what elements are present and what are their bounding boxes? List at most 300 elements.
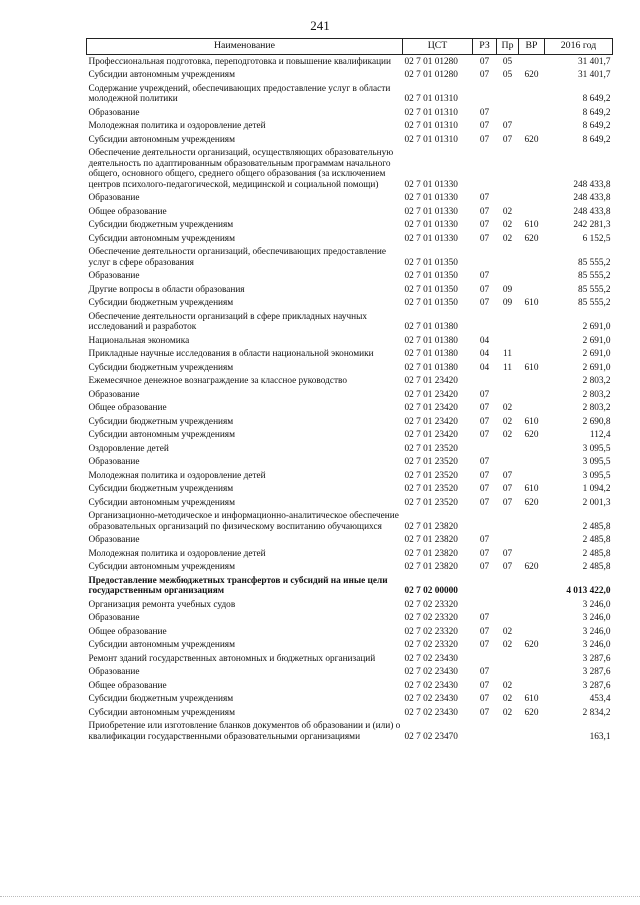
table-body — [87, 55, 613, 744]
cell-cst: 02 7 01 01310 — [404, 107, 458, 118]
cell-vr — [519, 666, 545, 680]
cell-pr: 02 — [502, 626, 513, 637]
cell-rz: 07 — [479, 70, 490, 80]
column-header-vr: ВР — [519, 39, 545, 55]
cell-name: Образование — [88, 193, 140, 203]
cell-rz: 07 — [479, 271, 490, 281]
cell-name: Субсидии автономным учреждениям — [88, 497, 235, 508]
cell-sum: 2 834,2 — [582, 707, 611, 718]
cell-name: Общее образование — [88, 403, 167, 413]
cell-rz: 04 — [479, 362, 490, 373]
table-row — [87, 334, 613, 348]
cell-vr — [519, 625, 545, 639]
cell-sum: 31 401,7 — [577, 56, 611, 67]
cell-pr: 07 — [502, 121, 513, 131]
cell-cst: 02 7 02 23430 — [404, 680, 458, 691]
table-row — [87, 639, 613, 653]
cell-rz: 07 — [479, 548, 490, 559]
cell-sum: 248 433,8 — [573, 179, 611, 190]
scan-footer-artifact — [0, 894, 640, 897]
cell-pr — [497, 310, 519, 334]
cell-vr — [519, 547, 545, 561]
cell-name: Субсидии автономным учреждениям — [88, 233, 235, 244]
cell-pr — [497, 246, 519, 270]
cell-sum: 3 246,0 — [582, 599, 611, 610]
cell-rz: 07 — [479, 667, 490, 677]
cell-name: Содержание учреждений, обеспечивающих предоставление услуг в области молодежной политики — [88, 83, 391, 104]
cell-cst: 02 7 01 01350 — [404, 271, 458, 281]
cell-vr: 610 — [524, 694, 539, 704]
column-header-cst: ЦСТ — [403, 39, 473, 55]
table-row — [87, 205, 613, 219]
cell-sum: 2 691,0 — [582, 362, 611, 373]
cell-cst: 02 7 01 23820 — [404, 535, 458, 545]
table-row — [87, 120, 613, 134]
column-header-name: Наименование — [87, 39, 403, 55]
cell-rz: 07 — [479, 430, 490, 440]
cell-vr: 610 — [524, 220, 539, 230]
cell-pr — [497, 574, 519, 598]
cell-cst: 02 7 01 01310 — [404, 121, 458, 131]
table-header — [87, 39, 613, 55]
cell-name: Приобретение или изготовление бланков документов об образовании и (или) о квалификации государственными образовательными организациями — [88, 721, 401, 742]
cell-vr: 620 — [524, 497, 539, 508]
cell-pr: 07 — [502, 484, 513, 494]
cell-pr — [497, 192, 519, 206]
cell-pr — [497, 456, 519, 470]
cell-pr: 02 — [502, 680, 513, 691]
cell-vr — [519, 82, 545, 106]
cell-name: Субсидии автономным учреждениям — [88, 640, 235, 650]
cell-vr — [519, 574, 545, 598]
cell-vr: 620 — [524, 134, 539, 145]
table-row — [87, 82, 613, 106]
cell-rz — [473, 82, 497, 106]
cell-sum: 8 649,2 — [582, 121, 611, 131]
cell-name: Общее образование — [88, 680, 167, 691]
table-row — [87, 348, 613, 362]
cell-name: Профессиональная подготовка, переподготовка и повышение квалификации — [88, 56, 392, 67]
table-row — [87, 147, 613, 192]
cell-vr — [519, 388, 545, 402]
table-row — [87, 666, 613, 680]
cell-vr: 620 — [524, 562, 539, 572]
cell-cst: 02 7 01 23420 — [404, 376, 458, 386]
cell-name: Общее образование — [88, 626, 167, 637]
cell-cst: 02 7 01 23520 — [404, 443, 458, 454]
cell-pr — [497, 388, 519, 402]
cell-vr — [519, 598, 545, 612]
cell-name: Образование — [88, 107, 140, 118]
cell-rz: 07 — [479, 626, 490, 637]
table-row — [87, 55, 613, 69]
cell-pr: 07 — [502, 548, 513, 559]
cell-sum: 2 691,0 — [582, 335, 611, 346]
cell-sum: 8 649,2 — [582, 107, 611, 118]
cell-cst: 02 7 01 01380 — [404, 335, 458, 346]
cell-cst: 02 7 01 01380 — [404, 349, 458, 359]
table-row — [87, 283, 613, 297]
cell-name: Субсидии автономным учреждениям — [88, 134, 235, 145]
cell-pr: 05 — [502, 70, 513, 80]
cell-pr: 07 — [502, 497, 513, 508]
table-row — [87, 415, 613, 429]
cell-pr — [497, 720, 519, 744]
table-row — [87, 496, 613, 510]
cell-sum: 2 485,8 — [582, 562, 611, 572]
cell-name: Субсидии автономным учреждениям — [88, 562, 235, 572]
column-header-sum: 2016 год — [545, 39, 613, 55]
cell-pr: 02 — [502, 640, 513, 650]
cell-vr — [519, 442, 545, 456]
cell-pr: 07 — [502, 134, 513, 145]
cell-sum: 6 152,5 — [582, 233, 611, 244]
budget-table — [86, 38, 613, 744]
cell-rz: 04 — [479, 335, 490, 346]
cell-rz: 07 — [479, 56, 490, 67]
cell-rz: 07 — [479, 206, 490, 217]
cell-cst: 02 7 02 23320 — [404, 613, 458, 623]
table-row — [87, 375, 613, 389]
table-row — [87, 534, 613, 548]
cell-vr — [519, 469, 545, 483]
cell-name: Обеспечение деятельности организаций в сфере прикладных научных исследований и разработок — [88, 311, 367, 332]
table-row — [87, 510, 613, 534]
cell-name: Субсидии бюджетным учреждениям — [88, 694, 234, 704]
cell-pr: 02 — [502, 430, 513, 440]
cell-name: Образование — [88, 613, 140, 623]
cell-sum: 2 803,2 — [582, 376, 611, 386]
cell-sum: 85 555,2 — [577, 271, 611, 281]
cell-name: Образование — [88, 535, 140, 545]
cell-rz: 07 — [479, 680, 490, 691]
cell-name: Национальная экономика — [88, 335, 190, 346]
table-row — [87, 598, 613, 612]
table-row — [87, 483, 613, 497]
cell-name: Субсидии автономным учреждениям — [88, 707, 235, 718]
cell-cst: 02 7 01 23420 — [404, 389, 458, 400]
cell-cst: 02 7 02 23430 — [404, 707, 458, 718]
cell-rz: 07 — [479, 107, 490, 118]
cell-sum: 2 690,8 — [582, 416, 611, 427]
cell-rz: 07 — [479, 470, 490, 481]
cell-rz: 07 — [479, 484, 490, 494]
cell-cst: 02 7 01 01280 — [404, 56, 458, 67]
table-row — [87, 574, 613, 598]
cell-pr: 09 — [502, 284, 513, 295]
table-row — [87, 625, 613, 639]
cell-vr — [519, 456, 545, 470]
cell-vr — [519, 375, 545, 389]
table-row — [87, 388, 613, 402]
table-row — [87, 402, 613, 416]
cell-pr — [497, 598, 519, 612]
table-row — [87, 361, 613, 375]
cell-rz: 04 — [479, 349, 490, 359]
table-row — [87, 246, 613, 270]
cell-rz — [473, 510, 497, 534]
cell-name: Предоставление межбюджетных трансфертов и субсидий на иные цели государственным организациям — [88, 575, 388, 596]
cell-vr — [519, 106, 545, 120]
table-row — [87, 720, 613, 744]
cell-rz — [473, 598, 497, 612]
cell-sum: 4 013 422,0 — [566, 586, 611, 596]
cell-name: Оздоровление детей — [88, 443, 169, 454]
cell-rz: 07 — [479, 497, 490, 508]
cell-rz: 07 — [479, 457, 490, 467]
cell-rz — [473, 442, 497, 456]
cell-sum: 3 287,6 — [582, 667, 611, 677]
cell-vr — [519, 205, 545, 219]
cell-pr: 07 — [502, 470, 513, 481]
cell-name: Образование — [88, 667, 140, 677]
cell-pr — [497, 652, 519, 666]
cell-sum: 453,4 — [589, 694, 611, 704]
cell-vr: 610 — [524, 298, 539, 308]
cell-pr: 11 — [503, 362, 512, 373]
cell-sum: 3 246,0 — [582, 640, 611, 650]
cell-pr — [497, 334, 519, 348]
cell-sum: 2 485,8 — [582, 535, 611, 545]
cell-sum: 2 691,0 — [582, 349, 611, 359]
cell-sum: 3 246,0 — [582, 626, 611, 637]
table-row — [87, 192, 613, 206]
cell-cst: 02 7 02 23470 — [404, 731, 458, 742]
cell-cst: 02 7 02 23430 — [404, 694, 458, 704]
cell-name: Общее образование — [88, 206, 167, 217]
cell-cst: 02 7 01 01310 — [404, 94, 458, 104]
cell-rz: 07 — [479, 220, 490, 230]
cell-pr: 02 — [502, 206, 513, 217]
cell-rz: 07 — [479, 403, 490, 413]
cell-rz — [473, 720, 497, 744]
cell-sum: 2 485,8 — [582, 521, 611, 532]
cell-name: Организация ремонта учебных судов — [88, 599, 236, 610]
cell-vr — [519, 612, 545, 626]
cell-pr: 11 — [503, 349, 512, 359]
table-row — [87, 232, 613, 246]
cell-name: Субсидии бюджетным учреждениям — [88, 362, 234, 373]
cell-sum: 8 649,2 — [582, 134, 611, 145]
cell-sum: 3 287,6 — [582, 680, 611, 691]
cell-cst: 02 7 01 23820 — [404, 562, 458, 572]
cell-cst: 02 7 01 23520 — [404, 484, 458, 494]
cell-vr — [519, 283, 545, 297]
table-row — [87, 442, 613, 456]
cell-cst: 02 7 02 23430 — [404, 653, 458, 664]
cell-name: Молодежная политика и оздоровление детей — [88, 470, 266, 481]
cell-name: Прикладные научные исследования в области национальной экономики — [88, 349, 374, 359]
table-row — [87, 106, 613, 120]
cell-vr: 620 — [524, 640, 539, 650]
cell-rz: 07 — [479, 193, 490, 203]
cell-sum: 8 649,2 — [582, 94, 611, 104]
table-row — [87, 469, 613, 483]
cell-name: Молодежная политика и оздоровление детей — [88, 121, 266, 131]
table-row — [87, 429, 613, 443]
cell-vr — [519, 120, 545, 134]
cell-name: Молодежная политика и оздоровление детей — [88, 548, 266, 559]
cell-name: Обеспечение деятельности организаций, обеспечивающих предоставление услуг в сфере образования — [88, 247, 386, 268]
cell-sum: 3 095,5 — [582, 457, 611, 467]
cell-rz: 07 — [479, 613, 490, 623]
cell-cst: 02 7 01 01350 — [404, 257, 458, 268]
cell-cst: 02 7 01 23520 — [404, 470, 458, 481]
cell-vr — [519, 510, 545, 534]
cell-rz — [473, 147, 497, 192]
cell-cst: 02 7 02 23320 — [404, 626, 458, 637]
cell-cst: 02 7 01 23520 — [404, 497, 458, 508]
cell-cst: 02 7 01 01280 — [404, 70, 458, 80]
cell-name: Образование — [88, 271, 140, 281]
cell-sum: 163,1 — [589, 731, 611, 742]
table-row — [87, 219, 613, 233]
cell-rz — [473, 574, 497, 598]
cell-pr: 02 — [502, 403, 513, 413]
cell-sum: 85 555,2 — [577, 284, 611, 295]
cell-pr — [497, 442, 519, 456]
table-row — [87, 561, 613, 575]
cell-pr — [497, 106, 519, 120]
cell-pr — [497, 510, 519, 534]
cell-vr: 620 — [524, 233, 539, 244]
cell-sum: 3 246,0 — [582, 613, 611, 623]
cell-cst: 02 7 01 23420 — [404, 403, 458, 413]
cell-vr — [519, 270, 545, 284]
cell-pr — [497, 612, 519, 626]
cell-rz: 07 — [479, 562, 490, 572]
cell-rz — [473, 310, 497, 334]
cell-sum: 1 094,2 — [582, 484, 611, 494]
table-row — [87, 652, 613, 666]
cell-sum: 2 001,3 — [582, 497, 611, 508]
cell-name: Субсидии автономным учреждениям — [88, 430, 235, 440]
cell-pr — [497, 270, 519, 284]
cell-rz: 07 — [479, 707, 490, 718]
cell-rz — [473, 246, 497, 270]
cell-vr: 610 — [524, 416, 539, 427]
cell-cst: 02 7 01 23820 — [404, 548, 458, 559]
cell-vr — [519, 402, 545, 416]
cell-sum: 85 555,2 — [577, 298, 611, 308]
cell-rz: 07 — [479, 298, 490, 308]
cell-cst: 02 7 01 23420 — [404, 416, 458, 427]
cell-vr — [519, 534, 545, 548]
cell-pr: 05 — [502, 56, 513, 67]
cell-rz: 07 — [479, 416, 490, 427]
table-row — [87, 456, 613, 470]
cell-pr — [497, 147, 519, 192]
cell-cst: 02 7 01 01350 — [404, 284, 458, 295]
cell-vr — [519, 55, 545, 69]
cell-cst: 02 7 01 01380 — [404, 322, 458, 332]
cell-cst: 02 7 02 23430 — [404, 667, 458, 677]
cell-name: Субсидии бюджетным учреждениям — [88, 416, 234, 427]
cell-sum: 2 485,8 — [582, 548, 611, 559]
cell-sum: 248 433,8 — [573, 193, 611, 203]
cell-pr: 09 — [502, 298, 513, 308]
cell-name: Ремонт зданий государственных автономных и бюджетных организаций — [88, 653, 376, 664]
cell-sum: 85 555,2 — [577, 257, 611, 268]
cell-vr — [519, 310, 545, 334]
table-row — [87, 706, 613, 720]
cell-cst: 02 7 02 23320 — [404, 599, 458, 610]
cell-vr: 620 — [524, 707, 539, 718]
cell-rz — [473, 652, 497, 666]
cell-vr — [519, 679, 545, 693]
cell-cst: 02 7 01 01310 — [404, 134, 458, 145]
table-row — [87, 69, 613, 83]
cell-sum: 31 401,7 — [577, 70, 611, 80]
table-row — [87, 270, 613, 284]
page-number: 241 — [310, 18, 330, 33]
table-row — [87, 612, 613, 626]
cell-sum: 112,4 — [589, 430, 611, 440]
cell-sum: 2 691,0 — [582, 322, 611, 332]
cell-name: Организационно-методическое и информационно-аналитическое обеспечение образовательных организаций по физическому воспитанию обучающихся — [88, 511, 399, 532]
cell-vr: 620 — [524, 430, 539, 440]
cell-vr: 610 — [524, 362, 539, 373]
cell-name: Субсидии бюджетным учреждениям — [88, 484, 234, 494]
cell-rz: 07 — [479, 535, 490, 545]
column-header-rz: РЗ — [473, 39, 497, 55]
column-header-pr: Пр — [497, 39, 519, 55]
cell-rz: 07 — [479, 389, 490, 400]
cell-name: Субсидии бюджетным учреждениям — [88, 298, 234, 308]
cell-rz: 07 — [479, 121, 490, 131]
cell-cst: 02 7 01 01380 — [404, 362, 458, 373]
cell-vr — [519, 348, 545, 362]
table-row — [87, 679, 613, 693]
cell-rz: 07 — [479, 134, 490, 145]
cell-cst: 02 7 01 23520 — [404, 457, 458, 467]
cell-pr: 07 — [502, 562, 513, 572]
cell-sum: 2 803,2 — [582, 403, 611, 413]
cell-rz: 07 — [479, 694, 490, 704]
cell-cst: 02 7 01 23820 — [404, 521, 458, 532]
cell-pr — [497, 534, 519, 548]
cell-cst: 02 7 02 00000 — [404, 586, 458, 596]
cell-cst: 02 7 01 01330 — [404, 206, 458, 217]
cell-cst: 02 7 01 01330 — [404, 179, 458, 190]
cell-cst: 02 7 01 01350 — [404, 298, 458, 308]
cell-name: Субсидии автономным учреждениям — [88, 70, 235, 80]
cell-vr — [519, 192, 545, 206]
cell-name: Другие вопросы в области образования — [88, 284, 245, 295]
cell-cst: 02 7 02 23320 — [404, 640, 458, 650]
cell-sum: 248 433,8 — [573, 206, 611, 217]
table-row — [87, 133, 613, 147]
cell-sum: 3 095,5 — [582, 443, 611, 454]
cell-pr — [497, 82, 519, 106]
cell-name: Образование — [88, 389, 140, 400]
cell-pr: 02 — [502, 220, 513, 230]
cell-cst: 02 7 01 01330 — [404, 193, 458, 203]
cell-vr: 620 — [524, 70, 539, 80]
cell-rz: 07 — [479, 233, 490, 244]
cell-vr: 610 — [524, 484, 539, 494]
cell-rz — [473, 375, 497, 389]
cell-cst: 02 7 01 23420 — [404, 430, 458, 440]
cell-vr — [519, 246, 545, 270]
table-row — [87, 297, 613, 311]
cell-pr: 02 — [502, 694, 513, 704]
cell-pr — [497, 666, 519, 680]
cell-sum: 2 803,2 — [582, 389, 611, 400]
cell-name: Образование — [88, 457, 140, 467]
cell-pr: 02 — [502, 416, 513, 427]
cell-sum: 3 095,5 — [582, 470, 611, 481]
